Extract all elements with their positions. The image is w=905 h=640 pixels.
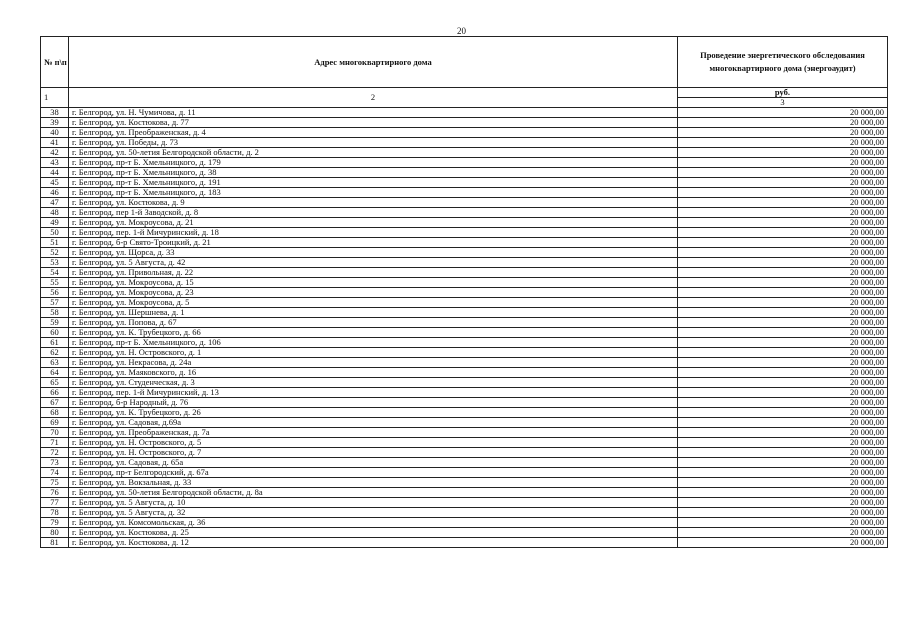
table-row <box>41 208 888 218</box>
row-cost: 20 000,00 <box>678 478 888 488</box>
table-row <box>41 388 888 398</box>
table-row <box>41 488 888 498</box>
row-number: 51 <box>41 238 69 248</box>
row-number: 65 <box>41 378 69 388</box>
row-address: г. Белгород, ул. Костюкова, д. 25 <box>69 528 678 538</box>
row-cost: 20 000,00 <box>678 288 888 298</box>
row-address: г. Белгород, ул. 50-летия Белгородской области, д. 2 <box>69 148 678 158</box>
row-number: 60 <box>41 328 69 338</box>
table-row <box>41 418 888 428</box>
row-cost: 20 000,00 <box>678 318 888 328</box>
row-number: 50 <box>41 228 69 238</box>
table-row <box>41 478 888 488</box>
row-number: 41 <box>41 138 69 148</box>
table-row <box>41 118 888 128</box>
table-row <box>41 408 888 418</box>
table-row <box>41 338 888 348</box>
row-address: г. Белгород, ул. 5 Августа, д. 32 <box>69 508 678 518</box>
row-cost: 20 000,00 <box>678 128 888 138</box>
row-cost: 20 000,00 <box>678 238 888 248</box>
row-cost: 20 000,00 <box>678 308 888 318</box>
table-row <box>41 268 888 278</box>
row-cost: 20 000,00 <box>678 398 888 408</box>
row-cost: 20 000,00 <box>678 498 888 508</box>
table-row <box>41 498 888 508</box>
table-row <box>41 178 888 188</box>
table-row <box>41 518 888 528</box>
row-cost: 20 000,00 <box>678 438 888 448</box>
row-cost: 20 000,00 <box>678 248 888 258</box>
row-number: 55 <box>41 278 69 288</box>
row-number: 63 <box>41 358 69 368</box>
row-number: 66 <box>41 388 69 398</box>
address-cost-table <box>40 36 888 548</box>
currency-unit: руб. <box>678 88 887 98</box>
row-number: 61 <box>41 338 69 348</box>
row-address: г. Белгород, ул. Костюкова, д. 12 <box>69 538 678 548</box>
header-number: № п\п <box>41 37 69 88</box>
row-address: г. Белгород, ул. Костюкова, д. 77 <box>69 118 678 128</box>
header-cost: Проведение энергетического обследования многоквартирного дома (энергоаудит) <box>678 37 888 88</box>
row-cost: 20 000,00 <box>678 278 888 288</box>
row-number: 59 <box>41 318 69 328</box>
row-cost: 20 000,00 <box>678 368 888 378</box>
row-number: 67 <box>41 398 69 408</box>
row-number: 64 <box>41 368 69 378</box>
table-row <box>41 308 888 318</box>
column-index-2: 2 <box>69 88 678 108</box>
row-cost: 20 000,00 <box>678 338 888 348</box>
row-address: г. Белгород, ул. Мокроусова, д. 23 <box>69 288 678 298</box>
row-number: 38 <box>41 108 69 118</box>
row-address: г. Белгород, б-р Свято-Троицкий, д. 21 <box>69 238 678 248</box>
row-cost: 20 000,00 <box>678 358 888 368</box>
table-row <box>41 128 888 138</box>
row-cost: 20 000,00 <box>678 328 888 338</box>
row-address: г. Белгород, ул. Мокроусова, д. 15 <box>69 278 678 288</box>
table-row <box>41 138 888 148</box>
table-row <box>41 528 888 538</box>
row-number: 39 <box>41 118 69 128</box>
row-cost: 20 000,00 <box>678 108 888 118</box>
table-header-row <box>41 37 888 88</box>
row-cost: 20 000,00 <box>678 258 888 268</box>
table-row <box>41 228 888 238</box>
table-row <box>41 458 888 468</box>
row-address: г. Белгород, ул. Студенческая, д. 3 <box>69 378 678 388</box>
row-number: 43 <box>41 158 69 168</box>
table-row <box>41 108 888 118</box>
row-number: 75 <box>41 478 69 488</box>
row-number: 56 <box>41 288 69 298</box>
row-cost: 20 000,00 <box>678 428 888 438</box>
row-address: г. Белгород, пр-т Б. Хмельницкого, д. 183 <box>69 188 678 198</box>
row-number: 46 <box>41 188 69 198</box>
row-address: г. Белгород, ул. Садовая, д. 65а <box>69 458 678 468</box>
row-number: 53 <box>41 258 69 268</box>
table-row <box>41 438 888 448</box>
header-address: Адрес многоквартирного дома <box>69 37 678 88</box>
row-address: г. Белгород, пер 1-й Заводской, д. 8 <box>69 208 678 218</box>
row-cost: 20 000,00 <box>678 418 888 428</box>
column-index-3-cell <box>678 88 888 108</box>
table-row <box>41 148 888 158</box>
row-number: 44 <box>41 168 69 178</box>
row-number: 48 <box>41 208 69 218</box>
row-number: 62 <box>41 348 69 358</box>
row-cost: 20 000,00 <box>678 218 888 228</box>
row-address: г. Белгород, ул. Победы, д. 73 <box>69 138 678 148</box>
row-cost: 20 000,00 <box>678 538 888 548</box>
row-address: г. Белгород, ул. Попова, д. 67 <box>69 318 678 328</box>
row-number: 42 <box>41 148 69 158</box>
table-row <box>41 248 888 258</box>
row-cost: 20 000,00 <box>678 198 888 208</box>
table-row <box>41 218 888 228</box>
row-number: 77 <box>41 498 69 508</box>
row-number: 49 <box>41 218 69 228</box>
row-number: 80 <box>41 528 69 538</box>
row-cost: 20 000,00 <box>678 458 888 468</box>
table-body <box>41 108 888 548</box>
table-row <box>41 298 888 308</box>
column-index-3: 3 <box>780 97 785 107</box>
row-cost: 20 000,00 <box>678 148 888 158</box>
row-number: 81 <box>41 538 69 548</box>
row-address: г. Белгород, ул. Комсомольская, д. 36 <box>69 518 678 528</box>
row-number: 68 <box>41 408 69 418</box>
row-address: г. Белгород, ул. Н. Островского, д. 5 <box>69 438 678 448</box>
row-address: г. Белгород, пер. 1-й Мичуринский, д. 13 <box>69 388 678 398</box>
row-address: г. Белгород, ул. Некрасова, д. 24а <box>69 358 678 368</box>
row-cost: 20 000,00 <box>678 158 888 168</box>
row-address: г. Белгород, ул. Н. Чумичова, д. 11 <box>69 108 678 118</box>
row-cost: 20 000,00 <box>678 528 888 538</box>
table-row <box>41 468 888 478</box>
row-address: г. Белгород, пр-т Б. Хмельницкого, д. 179 <box>69 158 678 168</box>
row-address: г. Белгород, ул. 5 Августа, д. 42 <box>69 258 678 268</box>
row-cost: 20 000,00 <box>678 138 888 148</box>
table-row <box>41 318 888 328</box>
row-number: 54 <box>41 268 69 278</box>
row-address: г. Белгород, ул. 50-летия Белгородской области, д. 8а <box>69 488 678 498</box>
row-address: г. Белгород, пр-т Б. Хмельницкого, д. 191 <box>69 178 678 188</box>
row-cost: 20 000,00 <box>678 208 888 218</box>
table-row <box>41 348 888 358</box>
row-address: г. Белгород, ул. Н. Островского, д. 7 <box>69 448 678 458</box>
row-address: г. Белгород, б-р Народный, д. 76 <box>69 398 678 408</box>
row-cost: 20 000,00 <box>678 488 888 498</box>
row-number: 71 <box>41 438 69 448</box>
row-address: г. Белгород, пр-т Б. Хмельницкого, д. 106 <box>69 338 678 348</box>
row-cost: 20 000,00 <box>678 378 888 388</box>
table-row <box>41 238 888 248</box>
row-number: 57 <box>41 298 69 308</box>
row-address: г. Белгород, пер. 1-й Мичуринский, д. 18 <box>69 228 678 238</box>
row-address: г. Белгород, ул. Преображенская, д. 7а <box>69 428 678 438</box>
row-address: г. Белгород, ул. Маяковского, д. 16 <box>69 368 678 378</box>
row-address: г. Белгород, пр-т Б. Хмельницкого, д. 38 <box>69 168 678 178</box>
row-number: 78 <box>41 508 69 518</box>
row-cost: 20 000,00 <box>678 188 888 198</box>
row-number: 40 <box>41 128 69 138</box>
row-number: 76 <box>41 488 69 498</box>
row-number: 79 <box>41 518 69 528</box>
row-cost: 20 000,00 <box>678 178 888 188</box>
table-row <box>41 358 888 368</box>
row-cost: 20 000,00 <box>678 468 888 478</box>
row-cost: 20 000,00 <box>678 298 888 308</box>
table-row <box>41 258 888 268</box>
row-cost: 20 000,00 <box>678 388 888 398</box>
row-address: г. Белгород, пр-т Белгородский, д. 67а <box>69 468 678 478</box>
row-cost: 20 000,00 <box>678 448 888 458</box>
row-number: 47 <box>41 198 69 208</box>
row-address: г. Белгород, ул. Н. Островского, д. 1 <box>69 348 678 358</box>
table-row <box>41 328 888 338</box>
table-row <box>41 288 888 298</box>
row-number: 45 <box>41 178 69 188</box>
table-row <box>41 198 888 208</box>
row-cost: 20 000,00 <box>678 408 888 418</box>
table-row <box>41 448 888 458</box>
table-row <box>41 368 888 378</box>
row-cost: 20 000,00 <box>678 268 888 278</box>
row-number: 69 <box>41 418 69 428</box>
row-address: г. Белгород, ул. К. Трубецкого, д. 66 <box>69 328 678 338</box>
row-address: г. Белгород, ул. Шершнева, д. 1 <box>69 308 678 318</box>
table-row <box>41 398 888 408</box>
row-number: 72 <box>41 448 69 458</box>
row-number: 58 <box>41 308 69 318</box>
row-cost: 20 000,00 <box>678 348 888 358</box>
row-number: 73 <box>41 458 69 468</box>
row-cost: 20 000,00 <box>678 228 888 238</box>
table-row <box>41 188 888 198</box>
row-cost: 20 000,00 <box>678 168 888 178</box>
row-address: г. Белгород, ул. 5 Августа, д. 10 <box>69 498 678 508</box>
table-column-index-row <box>41 88 888 108</box>
row-address: г. Белгород, ул. Преображенская, д. 4 <box>69 128 678 138</box>
row-address: г. Белгород, ул. Вокзальная, д. 33 <box>69 478 678 488</box>
table-row <box>41 428 888 438</box>
row-address: г. Белгород, ул. Мокроусова, д. 5 <box>69 298 678 308</box>
row-address: г. Белгород, ул. Костюкова, д. 9 <box>69 198 678 208</box>
row-address: г. Белгород, ул. Мокроусова, д. 21 <box>69 218 678 228</box>
row-number: 74 <box>41 468 69 478</box>
page-number: 20 <box>457 26 466 36</box>
row-address: г. Белгород, ул. Садовая, д.69а <box>69 418 678 428</box>
column-index-1: 1 <box>41 88 69 108</box>
table-row <box>41 168 888 178</box>
row-number: 52 <box>41 248 69 258</box>
table-row <box>41 158 888 168</box>
row-cost: 20 000,00 <box>678 508 888 518</box>
row-address: г. Белгород, ул. К. Трубецкого, д. 26 <box>69 408 678 418</box>
table-row <box>41 508 888 518</box>
table-row <box>41 278 888 288</box>
table-row <box>41 538 888 548</box>
row-cost: 20 000,00 <box>678 518 888 528</box>
row-address: г. Белгород, ул. Привольная, д. 22 <box>69 268 678 278</box>
row-address: г. Белгород, ул. Щорса, д. 33 <box>69 248 678 258</box>
table-row <box>41 378 888 388</box>
row-cost: 20 000,00 <box>678 118 888 128</box>
row-number: 70 <box>41 428 69 438</box>
